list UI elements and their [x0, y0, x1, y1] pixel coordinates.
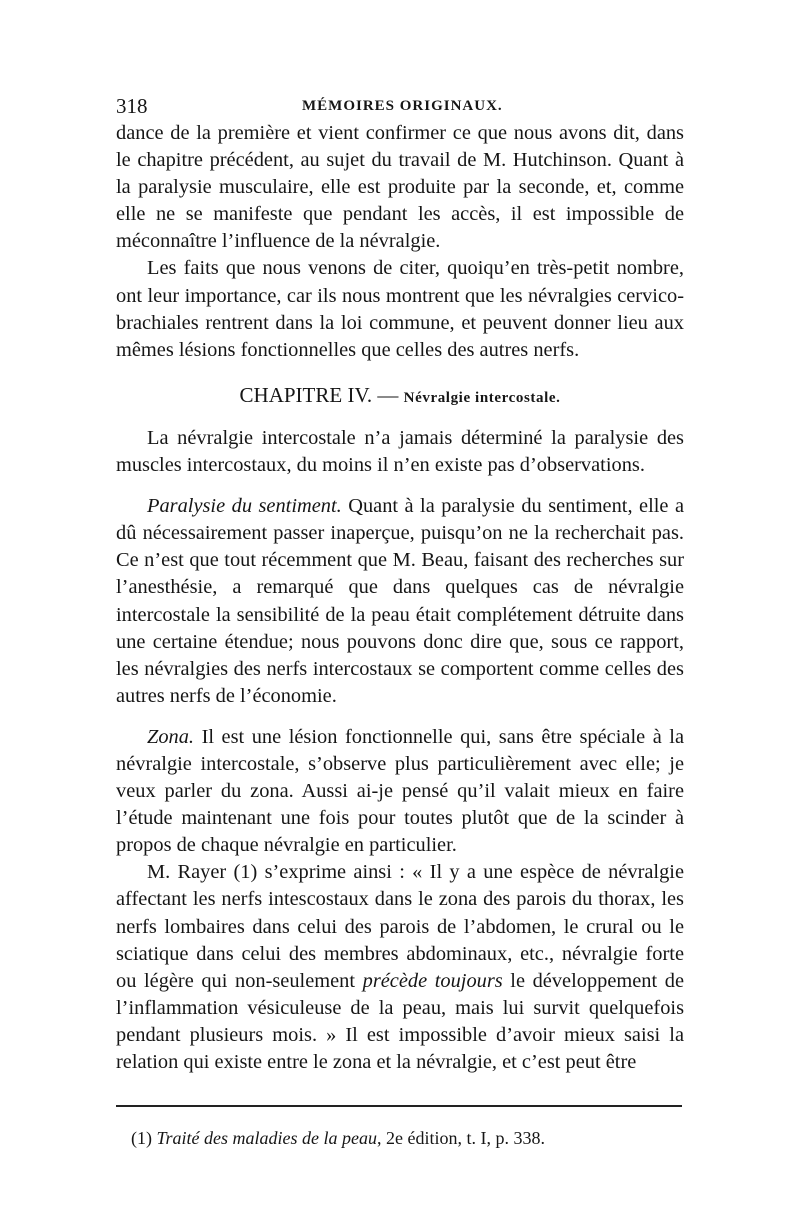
page: [116, 90, 684, 1076]
paragraph-text: Quant à la paralysie du sentiment, elle a dû nécessairement passer inaperçue, puisqu’on ne la recherchait pas. Ce n’est que tout récemment que M. Beau, faisant des recherches sur l’anesthésie, a remarqué que dans quelques cas de névralgie intercostale la sensibilité de la peau était complétement détruite dans une certaine étendue; nous pouvons donc dire que, sous ce rapport, les névralgies des nerfs intercostaux se comportent comme celles des autres nerfs de l’économie.: [116, 495, 685, 707]
footnote: [131, 1128, 545, 1149]
chapter-subtitle: Névralgie intercostale.: [403, 389, 561, 406]
paragraph: [116, 493, 684, 710]
body-text: [116, 120, 684, 1076]
section-label: Zona.: [147, 725, 195, 748]
paragraph-text: M. Rayer (1) s’exprime ainsi : « Il y a une espèce de névralgie affectant les nerfs intescostaux dans le zona des parois du thorax, les nerfs lombaires dans celui des parois de l’abdomen, le crural ou le sciatique dans celui des membres abdominaux, etc., névralgie forte ou légère qui non-seulement: [116, 861, 684, 992]
chapter-title: [116, 382, 684, 412]
footnote-marker: (1): [131, 1128, 157, 1148]
page-header: [116, 90, 684, 120]
emphasis: précède toujours: [362, 969, 503, 992]
footnote-details: , 2e édition, t. I, p. 338.: [376, 1128, 545, 1148]
paragraph: [116, 859, 684, 1076]
paragraph: Les faits que nous venons de citer, quoiqu’en très-petit nombre, ont leur importance, car ils nous montrent que les névralgies cervico-brachiales rentrent dans la loi commune, et peuvent donner lieu aux mêmes lésions fonctionnelles que celles des autres nerfs.: [116, 257, 684, 361]
footnote-rule: [116, 1105, 682, 1107]
paragraph-text: le développement de l’inflammation vésiculeuse de la peau, mais lui survit quelquefois pendant plusieurs mois. » Il est impossible d’avoir mieux saisi la relation qui existe entre le zona et la névralgie, et c’est peut être: [116, 969, 684, 1073]
footnote-title: Traité des maladies de la peau: [156, 1128, 377, 1148]
paragraph-text: Il est une lésion fonctionnelle qui, sans être spéciale à la névralgie intercostale, s’observe plus particulièrement avec elle; je veux parler du zona. Aussi ai-je pensé qu’il valait mieux en faire l’étude maintenant une fois pour toutes plutôt que de la scinder à propos de chaque névralgie en particulier.: [116, 725, 684, 857]
paragraph: [116, 724, 684, 859]
chapter-number: CHAPITRE IV. —: [239, 382, 404, 407]
page-number: 318: [116, 94, 148, 118]
running-head: MÉMOIRES ORIGINAUX.: [302, 98, 503, 114]
paragraph: dance de la première et vient confirmer ce que nous avons dit, dans le chapitre précédent, au sujet du travail de M. Hutchinson. Quant à la paralysie musculaire, elle est produite par la seconde, et, comme elle ne se manifeste que pendant les accès, il est impossible de méconnaître l’influence de la névralgie.: [116, 122, 684, 253]
section-label: Paralysie du sentiment.: [147, 495, 342, 518]
paragraph: La névralgie intercostale n’a jamais déterminé la paralysie des muscles intercostaux, du moins il n’en existe pas d’observations.: [116, 426, 684, 477]
